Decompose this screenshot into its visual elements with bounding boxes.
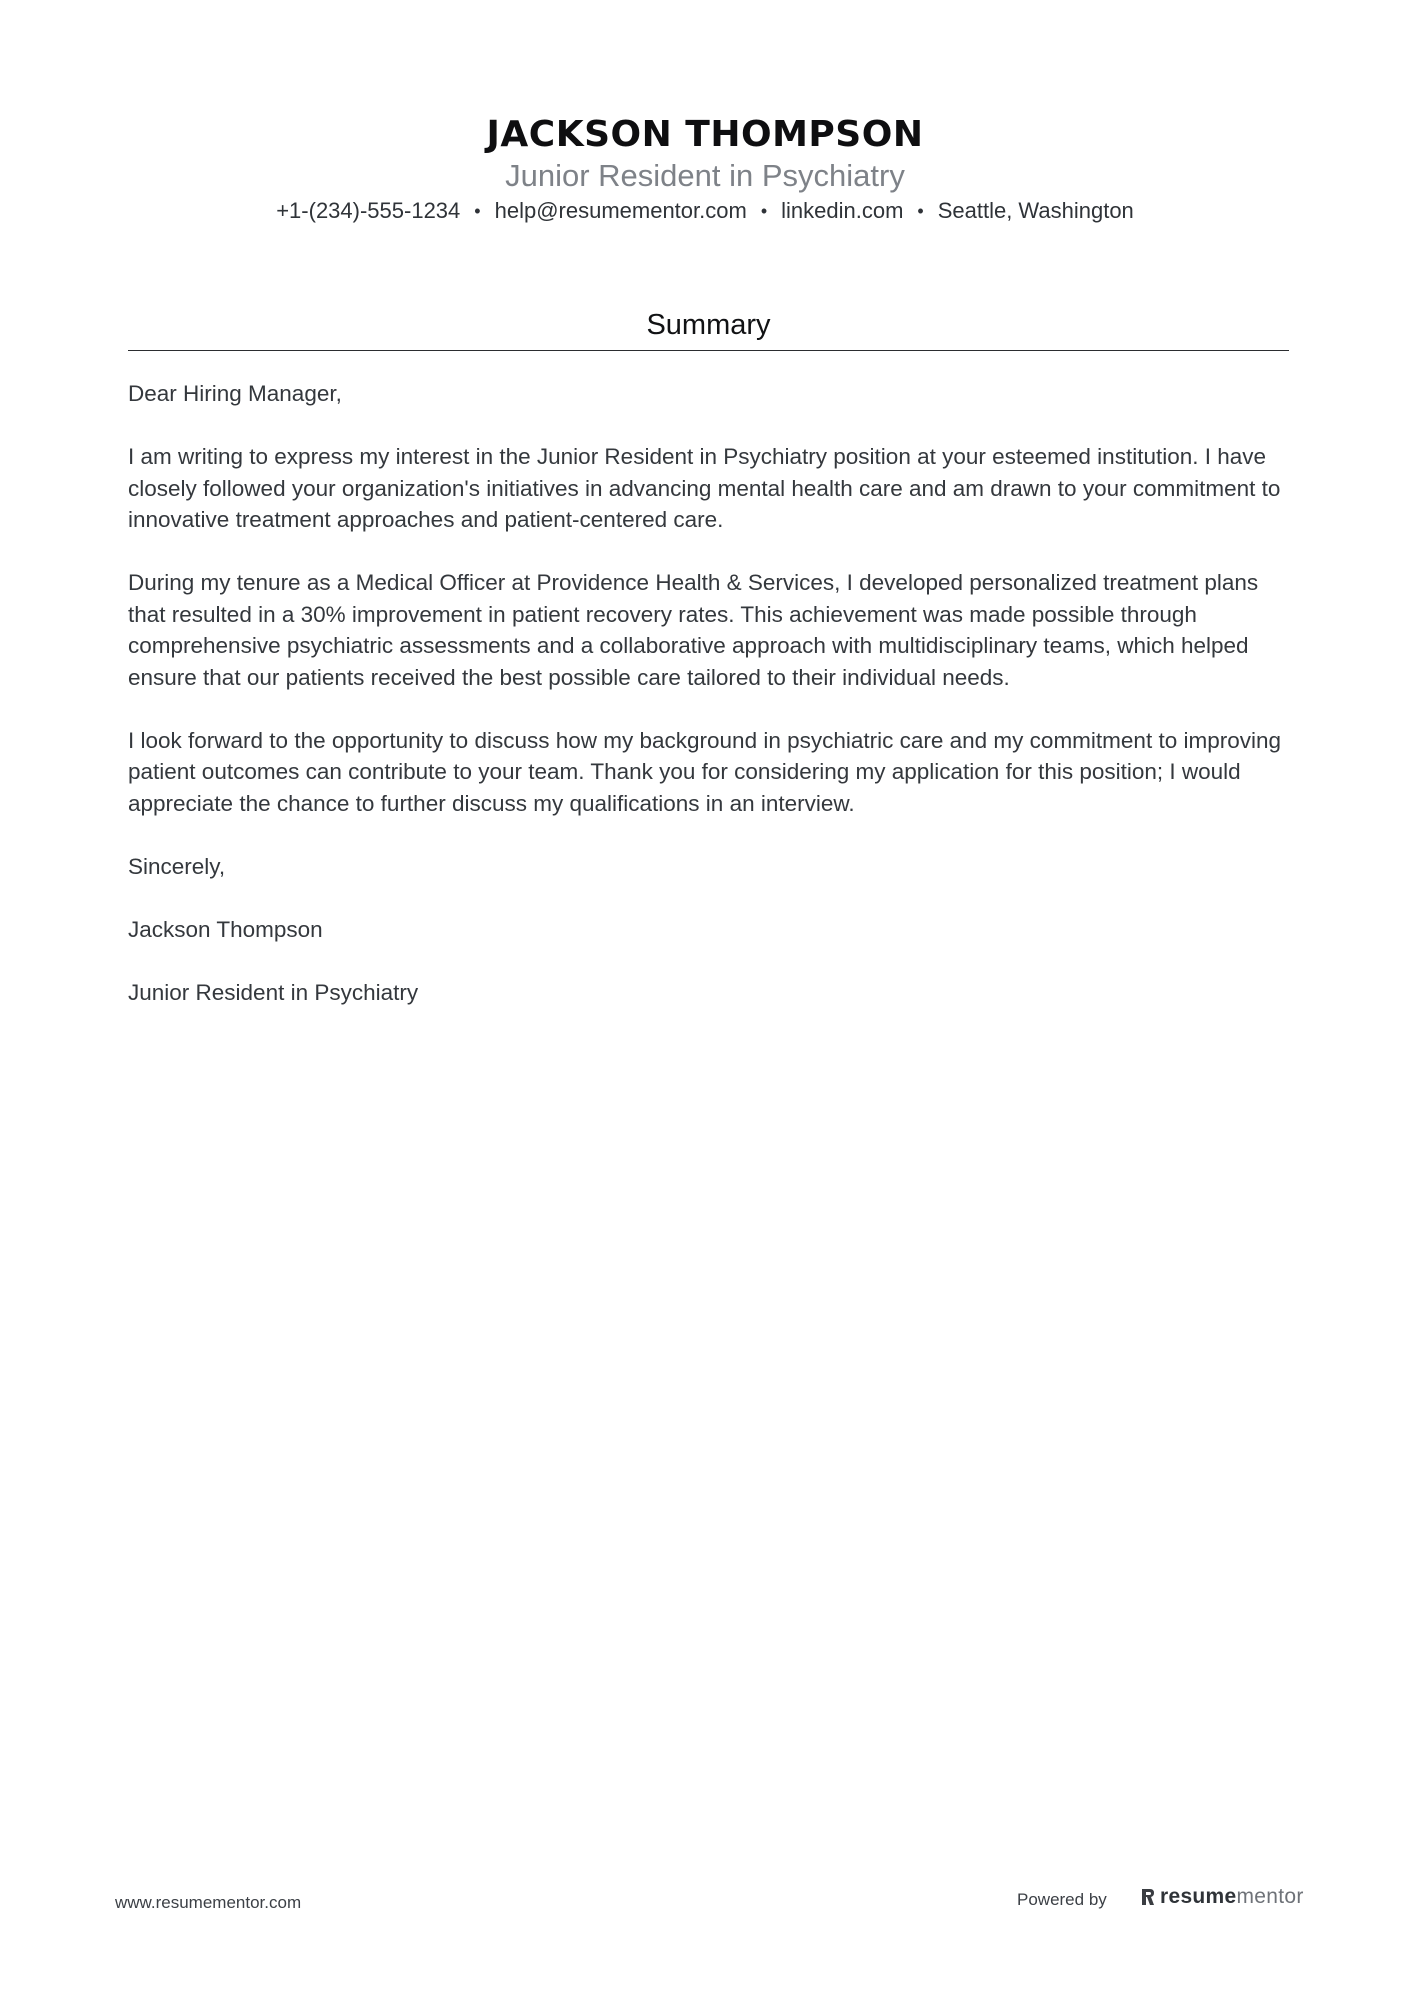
brand-logo (1140, 1885, 1304, 1909)
body-paragraph: I look forward to the opportunity to discuss how my background in psychiatric care and my commitment to improving patient outcomes can contribute to your team. Thank you for considering my application for this position; I would appreciate the chance to further discuss my qualifications in an interview. (128, 727, 1282, 816)
signature-title: Junior Resident in Psychiatry (128, 979, 419, 1005)
contact-linkedin: linkedin.com (781, 198, 904, 223)
section-title: Summary (646, 309, 771, 341)
closing: Sincerely, (128, 853, 226, 879)
contact-phone: +1-(234)-555-1234 (276, 198, 461, 223)
section-divider (128, 350, 1289, 351)
separator-dot: • (917, 201, 924, 221)
letter-header (0, 112, 1410, 227)
brand-name-part2: mentor (1236, 1885, 1304, 1908)
contact-line (0, 196, 1410, 227)
greeting: Dear Hiring Manager, (128, 381, 342, 406)
separator-dot: • (474, 201, 481, 221)
letter-body (128, 378, 1289, 1040)
resumementor-logo-icon (1140, 1887, 1156, 1907)
signature-name: Jackson Thompson (128, 916, 323, 942)
candidate-title: Junior Resident in Psychiatry (505, 158, 905, 193)
body-paragraph: During my tenure as a Medical Officer at Providence Health & Services, I developed personalized treatment plans that resulted in a 30% improvement in patient recovery rates. This achievement was made possible through comprehensive psychiatric assessments and a collaborative approach with multidisciplinary teams, which helped ensure that our patients received the best possible care tailored to their individual needs. (128, 570, 1259, 690)
contact-email: help@resumementor.com (494, 198, 747, 223)
contact-location: Seattle, Washington (937, 198, 1134, 223)
body-paragraph: I am writing to express my interest in the Junior Resident in Psychiatry position at your esteemed institution. I have closely followed your organization's initiatives in advancing mental health care and am drawn to your commitment to innovative treatment approaches and patient-centered care. (128, 444, 1281, 532)
footer-website: www.resumementor.com (115, 1893, 302, 1912)
separator-dot: • (760, 201, 768, 221)
brand-name-part1: resume (1160, 1885, 1237, 1908)
powered-by-label: Powered by (1017, 1890, 1107, 1909)
candidate-name: JACKSON THOMPSON (486, 114, 924, 155)
